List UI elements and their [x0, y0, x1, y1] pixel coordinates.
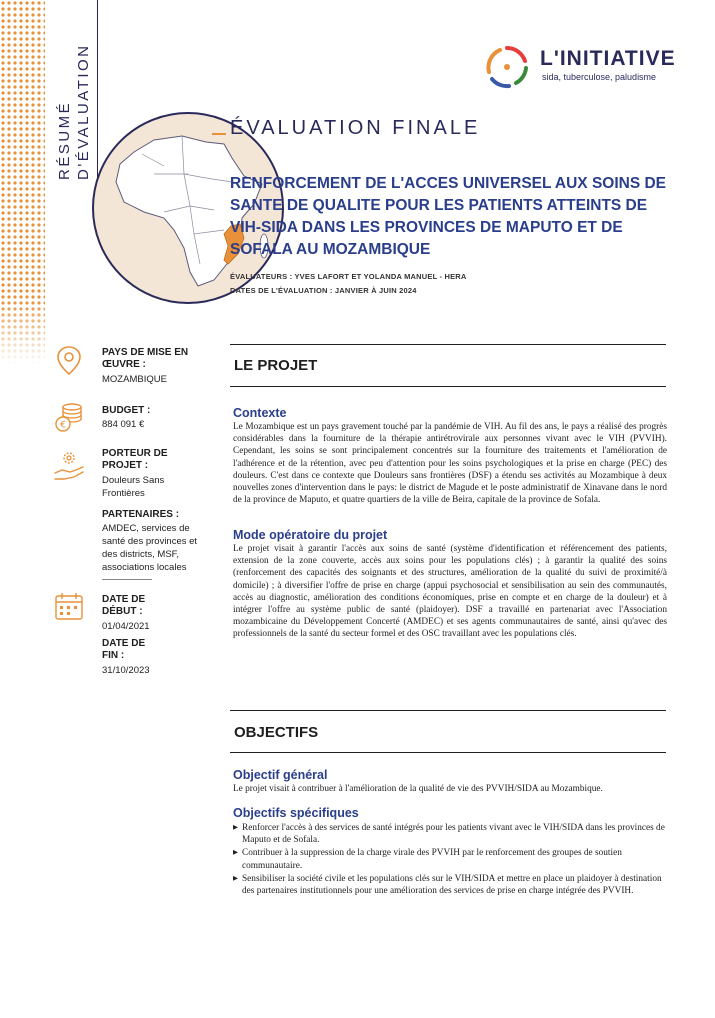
general-objective-text: Le projet visait à contribuer à l'amélioration de la qualité de vie des PVVIH/SIDA au Mozambique. — [233, 784, 603, 794]
budget-label: BUDGET : — [102, 405, 151, 416]
end-date-value: 31/10/2023 — [102, 665, 150, 676]
contexte-title: Contexte — [233, 406, 287, 420]
coins-euro-icon — [52, 400, 86, 434]
specific-objectives-list — [233, 822, 669, 898]
section-title-projet: LE PROJET — [234, 357, 318, 374]
start-date-value: 01/04/2021 — [102, 621, 150, 632]
carrier-value: Douleurs Sans Frontières — [102, 475, 165, 499]
initiative-logo-icon — [484, 44, 530, 90]
section-divider — [230, 752, 666, 753]
helping-hand-gear-icon — [52, 449, 86, 483]
contexte-text: Le Mozambique est un pays gravement touché par la pandémie de VIH. Au fil des ans, le pays a réalisé des progrès considérables dans la fourniture de la thérapie antirétrovirale aux personnes vivant avec le VIH (PVVIH). Cependant, les soins se sont principalement concentrés sur la fourniture des traitements et l'amélioration de l'adhérence et de la rétention, avec peu d'attention pour les soins psychologiques et la prise en charge (PEC) des douleurs. C'est dans ce contexte que Douleurs sans frontières (DSF) a étendu ses activités au Mozambique à deux nouvelles zones d'intervention dans le pays: le district de Magude et le poste administratif de Xinavane dans le nord de la province de Maputo, et quatre quartiers de la ville de Beira, capitale de la province de Sofala. — [233, 422, 667, 506]
evaluation-dates: DATES DE L'ÉVALUATION : JANVIER À JUIN 2024 — [230, 286, 417, 295]
dotted-pattern-fade — [0, 300, 48, 1018]
specific-objectives-title: Objectifs spécifiques — [233, 806, 359, 820]
logo-tagline: sida, tuberculose, paludisme — [542, 72, 657, 82]
carrier-label: PORTEUR DE PROJET : — [102, 448, 168, 471]
mode-title: Mode opératoire du projet — [233, 528, 388, 542]
section-divider — [230, 344, 666, 345]
start-date-label: DATE DE DÉBUT : — [102, 594, 146, 617]
calendar-icon — [52, 590, 86, 624]
country-label: PAYS DE MISE EN ŒUVRE : — [102, 347, 189, 370]
partners-label: PARTENAIRES : — [102, 509, 180, 520]
general-objective-title: Objectif général — [233, 768, 328, 782]
list-item: ▶ Renforcer l'accès à des services de santé intégrés pour les patients vivant avec le VIH/SIDA dans les provinces de Maputo et de Sofala. — [233, 822, 669, 846]
section-title-objectifs: OBJECTIFS — [234, 724, 319, 741]
partners-value: AMDEC, services de santé des provinces et des districts, MSF, associations locales — [102, 523, 198, 573]
budget-value: 884 091 € — [102, 419, 145, 430]
sidebar-divider — [102, 579, 152, 580]
title-accent-line — [212, 133, 226, 135]
section-divider — [230, 386, 666, 387]
list-item: ▶ Sensibiliser la société civile et les populations clés sur le VIH/SIDA et mettre en place un plaidoyer à destination des partenaires institutionnels pour une amélioration des services de prise en charge intégrée des PVVIH. — [233, 873, 669, 897]
page-title: RENFORCEMENT DE L'ACCES UNIVERSEL AUX SOINS DE SANTE DE QUALITE POUR LES PATIENTS ATTEINTS DE VIH-SIDA DANS LES PROVINCES DE MAPUTO ET DE SOFALA AU MOZAMBIQUE — [230, 175, 667, 258]
country-value: MOZAMBIQUE — [102, 374, 167, 385]
mode-text: Le projet visait à garantir l'accès aux soins de santé (système d'identification et référencement des patients, extension de la zone couverte, accès aux soins pour les populations clés) ; à garantir la qualité des soins (renforcement des capacités des soignants et des structures, amélioration de la qualité du suivi de proximité/à domicile) ; à diversifier l'offre de prise en charge (appui psychosocial et sensibilisation au sein des communautés, accès au diagnostic, amélioration des conditions économiques, prise en compte et en charge de la douleur) et à intégrer l'offre au système public de santé (plaidoyer). DSF a travaillé en partenariat avec l'Association mozambicaine du Développement Concerté (AMDEC) et ses agents communautaires de santé, ainsi qu'avec des professionnels de la santé du secteur formel et des OSC travaillant avec les populations clés. — [233, 544, 667, 640]
document-type: ÉVALUATION FINALE — [230, 117, 481, 139]
location-pin-icon — [52, 343, 86, 377]
logo-name: L'INITIATIVE — [540, 47, 676, 70]
end-date-label: DATE DE FIN : — [102, 638, 146, 661]
summary-band-label: RÉSUMÉ D'ÉVALUATION — [56, 43, 92, 180]
svg-text:€: € — [60, 420, 66, 431]
list-item: ▶ Contribuer à la suppression de la charge virale des PVVIH par le renforcement des groupes de soutien communautaire. — [233, 847, 669, 871]
evaluators: ÉVALUATEURS : YVES LAFORT ET YOLANDA MANUEL - HERA — [230, 272, 467, 281]
section-divider — [230, 710, 666, 711]
